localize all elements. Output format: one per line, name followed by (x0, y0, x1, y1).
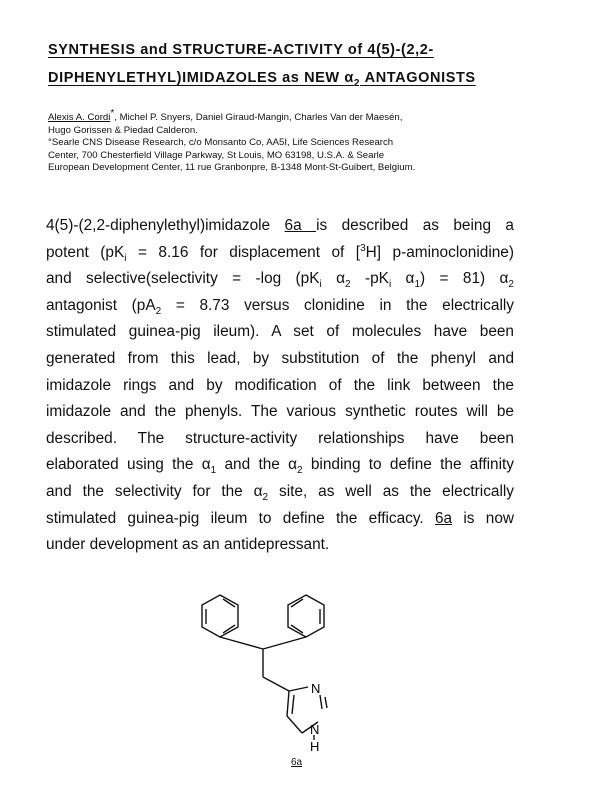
affiliation-line-2: Center, 700 Chesterfield Village Parkway, St Louis, MO 63198, U.S.A. & Searle (48, 149, 385, 161)
imidazole-bond (292, 695, 294, 714)
atom-h: H (310, 739, 320, 754)
imidazole-bond (320, 695, 322, 709)
atom-n-top: N (311, 681, 321, 696)
author-line-1: Alexis A. Cordi*, Michel P. Snyers, Daniel Giraud-Mangin, Charles Van der Maesén, (48, 107, 403, 123)
phenyl-ring-right (288, 595, 324, 637)
imidazole-bond (325, 697, 327, 708)
title-line-1: SYNTHESIS and STRUCTURE-ACTIVITY of 4(5)-(2,2- (48, 42, 434, 58)
bond (263, 677, 289, 691)
affiliation-line-3: European Development Center, 11 rue Granbonpre, B-1348 Mont-St-Guibert, Belgium. (48, 162, 416, 173)
compound-ref: 6a (284, 217, 317, 234)
abstract-line: imidazole and the phenyls. The various synthetic routes will be (46, 403, 514, 421)
abstract-line: under development as an antidepressant. (46, 536, 330, 554)
affiliation-line-1: °Searle CNS Disease Research, c/o Monsanto Co, AA5I, Life Sciences Research (48, 137, 394, 148)
imidazole-bond (287, 716, 302, 733)
author-line-2: Hugo Gorissen & Piedad Calderon. (48, 124, 198, 136)
abstract-body (46, 213, 514, 559)
author-block (48, 107, 568, 175)
abstract-line: elaborated using the $\alpha_1$ and the $\alpha_2$ binding to define the affinity (46, 456, 514, 477)
compound-label: 6a (291, 757, 303, 768)
chemical-structure-6a (180, 585, 360, 775)
paper-title (48, 36, 568, 92)
abstract-line: stimulated guinea-pig ileum to define the efficacy. 6a is now (46, 509, 515, 527)
abstract-line: potent ($pK_i = 8.16$ for displacement of [$^3$H] p-aminoclonidine) (46, 242, 514, 264)
imidazole-bond (287, 691, 289, 716)
abstract-line: imidazole rings and by modification of the link between the (46, 376, 514, 394)
title-line-2: DIPHENYLETHYL)IMIDAZOLES as NEW $\alpha_2$ ANTAGONISTS (48, 70, 476, 89)
abstract-line: stimulated guinea-pig ileum). A set of molecules have been (46, 323, 514, 341)
abstract-line: 4(5)-(2,2-diphenylethyl)imidazole 6a is described as being a (46, 217, 514, 234)
bond (220, 637, 263, 649)
phenyl-ring-left (202, 595, 238, 637)
imidazole-bond (289, 687, 308, 691)
atom-n-bottom: N (310, 722, 320, 737)
abstract-line: described. The structure-activity relationships have been (46, 429, 514, 447)
abstract-line: and the selectivity for the $\alpha_2$ site, as well as the electrically (46, 482, 514, 504)
bond (263, 637, 306, 649)
abstract-line: antagonist ($pA_2 = 8.73$ versus clonidine in the electrically (46, 296, 514, 317)
compound-ref: 6a (434, 509, 453, 527)
abstract-line: and selective(selectivity = -log ($pK_i$ $\alpha_2$ $-pK_i$ $\alpha_1) = 81$) $\alpha_2$ (46, 270, 514, 291)
abstract-line: generated from this lead, by substitution of the phenyl and (46, 349, 514, 367)
